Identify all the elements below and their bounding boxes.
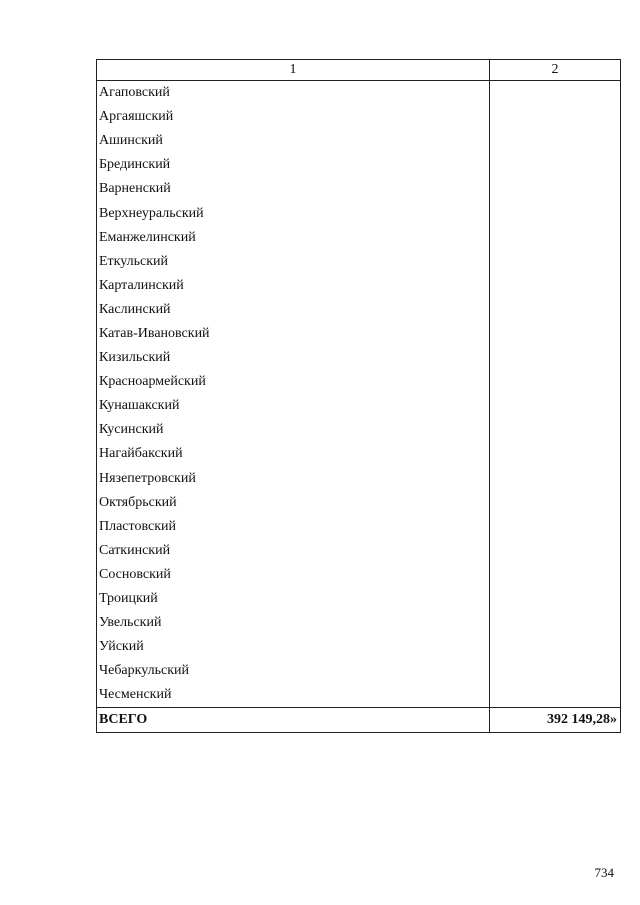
district-name: Агаповский	[97, 81, 490, 106]
district-name: Нязепетровский	[97, 467, 490, 491]
district-name: Кизильский	[97, 346, 490, 370]
district-name: Карталинский	[97, 274, 490, 298]
table-row	[97, 226, 621, 250]
district-name: Каслинский	[97, 298, 490, 322]
district-name: Катав-Ивановский	[97, 322, 490, 346]
district-name: Кунашакский	[97, 394, 490, 418]
district-name: Чесменский	[97, 683, 490, 708]
district-value	[490, 683, 621, 708]
district-value	[490, 129, 621, 153]
table-row	[97, 105, 621, 129]
table-row	[97, 129, 621, 153]
district-name: Ашинский	[97, 129, 490, 153]
total-row	[97, 708, 621, 733]
district-name: Сосновский	[97, 563, 490, 587]
table-row	[97, 442, 621, 466]
district-name: Саткинский	[97, 539, 490, 563]
district-name: Увельский	[97, 611, 490, 635]
table-row	[97, 153, 621, 177]
district-value	[490, 659, 621, 683]
table-row	[97, 394, 621, 418]
district-value	[490, 250, 621, 274]
district-name: Верхнеуральский	[97, 201, 490, 225]
table-row	[97, 298, 621, 322]
district-value	[490, 370, 621, 394]
district-value	[490, 153, 621, 177]
table-row	[97, 346, 621, 370]
table-row	[97, 177, 621, 201]
district-value	[490, 491, 621, 515]
district-value	[490, 587, 621, 611]
district-value	[490, 346, 621, 370]
district-value	[490, 177, 621, 201]
district-value	[490, 274, 621, 298]
district-value	[490, 418, 621, 442]
district-value	[490, 201, 621, 225]
district-value	[490, 226, 621, 250]
district-name: Пластовский	[97, 515, 490, 539]
table-row	[97, 418, 621, 442]
column-header-2: 2	[490, 60, 621, 81]
district-value	[490, 105, 621, 129]
district-value	[490, 442, 621, 466]
table-row	[97, 81, 621, 106]
table-row	[97, 274, 621, 298]
district-name: Уйский	[97, 635, 490, 659]
table-row	[97, 539, 621, 563]
district-value	[490, 322, 621, 346]
district-value	[490, 394, 621, 418]
table-row	[97, 250, 621, 274]
table-row	[97, 659, 621, 683]
total-label: ВСЕГО	[97, 708, 490, 733]
table-row	[97, 587, 621, 611]
district-name: Кусинский	[97, 418, 490, 442]
district-name: Троицкий	[97, 587, 490, 611]
table-row	[97, 683, 621, 708]
district-value	[490, 515, 621, 539]
table-row	[97, 322, 621, 346]
column-header-1: 1	[97, 60, 490, 81]
district-value	[490, 635, 621, 659]
district-name: Брединский	[97, 153, 490, 177]
district-name: Октябрьский	[97, 491, 490, 515]
table-row	[97, 563, 621, 587]
page-number: 734	[594, 865, 614, 880]
district-value	[490, 81, 621, 106]
table-row	[97, 201, 621, 225]
data-table	[96, 59, 621, 733]
table-row	[97, 635, 621, 659]
district-value	[490, 539, 621, 563]
district-value	[490, 611, 621, 635]
district-name: Чебаркульский	[97, 659, 490, 683]
district-name: Красноармейский	[97, 370, 490, 394]
table-row	[97, 491, 621, 515]
district-name: Еманжелинский	[97, 226, 490, 250]
district-name: Нагайбакский	[97, 442, 490, 466]
table-row	[97, 467, 621, 491]
district-name: Варненский	[97, 177, 490, 201]
total-value: 392 149,28»	[490, 708, 621, 733]
table-row	[97, 370, 621, 394]
district-value	[490, 467, 621, 491]
district-name: Еткульский	[97, 250, 490, 274]
district-value	[490, 563, 621, 587]
table-row	[97, 515, 621, 539]
table-row	[97, 611, 621, 635]
header-row	[97, 60, 621, 81]
district-name: Аргаяшский	[97, 105, 490, 129]
district-value	[490, 298, 621, 322]
